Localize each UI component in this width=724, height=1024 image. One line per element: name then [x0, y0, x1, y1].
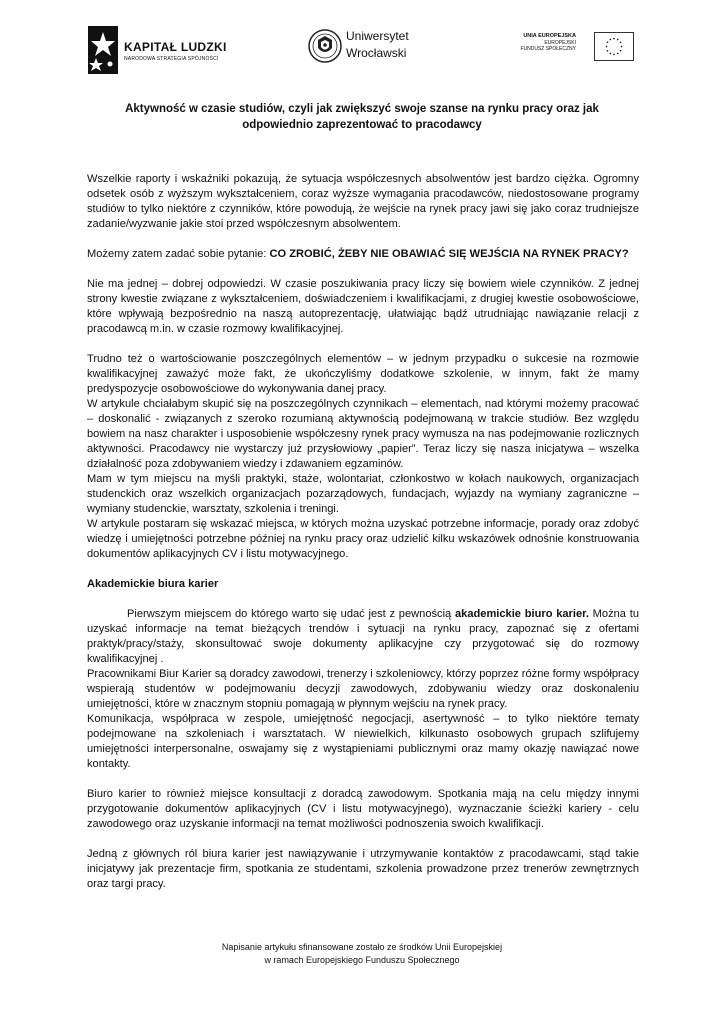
- eu-text-block: [520, 33, 576, 52]
- kapital-ludzki-subtitle: NARODOWA STRATEGIA SPÓJNOŚCI: [124, 56, 219, 62]
- footer-line2: w ramach Europejskiego Funduszu Społecznego: [264, 955, 460, 965]
- document-body: [87, 172, 639, 892]
- question-bold: CO ZROBIĆ, ŻEBY NIE OBAWIAĆ SIĘ WEJŚCIA NA RYNEK PRACY?: [269, 248, 629, 260]
- paragraph-valuation: Trudno też o wartościowanie poszczególnych elementów – w jednym przypadku o sukcesie na rozmowie kwalifikacyjnej zaważyć może fakt, że ukończyliśmy dodatkowe szkolenie, w innym, fakt że mamy predyspozycje osobowościowe do wykonywania danej pracy.: [87, 353, 639, 395]
- paragraph-consultations: Biuro karier to również miejsce konsultacji z doradcą zawodowym. Spotkania mają na celu między innymi przygotowanie dokumentów aplikacyjnych (CV i listu motywacyjnego), wyznaczanie ścieżki kariery - celu zawodowego oraz uzyskanie informacji na temat możliwości podnoszenia swoich kwalifikacji.: [87, 788, 639, 830]
- question-lead: Możemy zatem zadać sobie pytanie:: [87, 248, 270, 260]
- paragraph-question: [87, 247, 639, 262]
- university-name-line2: Wrocławski: [346, 46, 407, 60]
- career-office-rest: Można tu uzyskać informacje na temat bieżących trendów i sytuacji na rynku pracy, zapoznać się z ofertami praktyk/pracy/staży, skonsultować swoje dokumenty aplikacyjne czy przygotować się do rozmowy kwalifikacyjnej .: [87, 608, 639, 665]
- university-name-line1: Uniwersytet: [346, 29, 409, 43]
- university-seal-icon: [308, 26, 342, 66]
- kapital-ludzki-title: KAPITAŁ LUDZKI: [124, 40, 227, 54]
- university-logo: [308, 24, 438, 74]
- header-logos: [0, 22, 724, 78]
- career-office-lead: Pierwszym miejscem do którego warto się udać jest z pewnością: [127, 608, 455, 620]
- paragraph-employers: Jedną z głównych ról biura karier jest nawiązywanie i utrzymywanie kontaktów z pracodawcami, stąd takie inicjatywy jak prezentacje firm, spotkania ze studentami, szkolenia prowadzone przez trenerów zewnętrznych oraz targi pracy.: [87, 848, 639, 890]
- footer-note: [100, 941, 624, 967]
- kapital-ludzki-logo: [88, 26, 248, 74]
- paragraph-staff: Pracownikami Biur Karier są doradcy zawodowi, trenerzy i szkoleniowcy, którzy poprzez różne formy współpracy wspierają studentów w podejmowaniu decyzji zawodowych, zdobywaniu wiedzy oraz doskonaleniu umiejętności, które w znacznym stopniu pomagają w płynnym wejściu na rynek pracy.: [87, 668, 639, 710]
- paragraph-focus: W artykule chciałabym skupić się na poszczególnych czynnikach – elementach, nad którymi możemy pracować – doskonalić - związanych z szeroko rozumianą aktywnością podejmowaną w trakcie studiów. Bez względu bowiem na nasz charakter i usposobienie współczesny rynek pracy wymusza na nas podejmowanie rozlicznych aktywności. Pracodawcy nie wystarczy już przysłowiowy „papier”. Teraz liczy się nasza inicjatywa – wszelka działalność poza zdobywaniem wiedzy i zdawaniem egzaminów.: [87, 398, 639, 470]
- paragraph-career-office: [87, 607, 639, 667]
- section-heading: Akademickie biura karier: [87, 578, 219, 590]
- paragraph-workshops: Komunikacja, współpraca w zespole, umiejętność negocjacji, asertywność – to tylko niektóre tematy podejmowane na szkoleniach i warsztatach. W niewielkich, kilkunasto osobowych grupach szlifujemy umiejętności interpersonalne, oswajamy się z wystąpieniami publicznymi oraz mamy okazję nawiązać nowe kontakty.: [87, 713, 639, 770]
- document-title: Aktywność w czasie studiów, czyli jak zwiększyć swoje szanse na rynku pracy oraz jak odpowiednio zaprezentować to pracodawcy: [125, 103, 599, 131]
- paragraph-intro: Wszelkie raporty i wskaźniki pokazują, że sytuacja współczesnych absolwentów jest bardzo ciężka. Ogromny odsetek osób z wyższym wykształceniem, coraz wyższe wymagania pracodawców, niedostosowane programy studiów to tylko niektóre z czynników, które powodują, że wejście na rynek pracy jawi się jako coraz trudniejsze zadanie/wyzwanie jakie stoi przed współczesnym absolwentem.: [87, 173, 639, 230]
- paragraph-activities: Mam w tym miejscu na myśli praktyki, staże, wolontariat, członkostwo w kołach naukowych, organizacjach studenckich oraz wszelkich organizacjach pozarządowych, fundacjach, wyjazdy na wymiany zagraniczne – wymiany studenckie, warsztaty, szkolenia i treningi.: [87, 473, 639, 515]
- eu-logo: [500, 32, 634, 72]
- paragraph-article-scope: W artykule postaram się wskazać miejsca, w których można uzyskać potrzebne informacje, porady oraz zdobyć wiedzę i umiejętności potrzebne później na rynku pracy oraz udzielić kilku wskazówek odnośnie konstruowania dokumentów aplikacyjnych CV i listu motywacyjnego.: [87, 518, 639, 560]
- kapital-ludzki-star-icon: [88, 26, 118, 74]
- career-office-bold: akademickie biuro karier.: [454, 608, 589, 620]
- eu-name: UNIA EUROPEJSKA: [523, 33, 576, 39]
- eu-fund-line1: EUROPEJSKI: [544, 40, 576, 46]
- paragraph-answer: Nie ma jednej – dobrej odpowiedzi. W czasie poszukiwania pracy liczy się bowiem wiele czynników. Z jednej strony kwestie związane z wykształceniem, doświadczeniem i kwalifikacjami, z drugiej kwestie osobowościowe, które wpływają bezpośrednio na naszą autoprezentację, ułatwiając bądź utrudniając nawiązanie relacji z pracodawcą m.in. w czasie rozmowy kwalifikacyjnej.: [87, 278, 639, 335]
- eu-flag-icon: [594, 32, 634, 61]
- eu-fund-line2: FUNDUSZ SPOŁECZNY: [520, 46, 576, 52]
- footer-line1: Napisanie artykułu sfinansowane zostało ze środków Unii Europejskiej: [221, 942, 503, 952]
